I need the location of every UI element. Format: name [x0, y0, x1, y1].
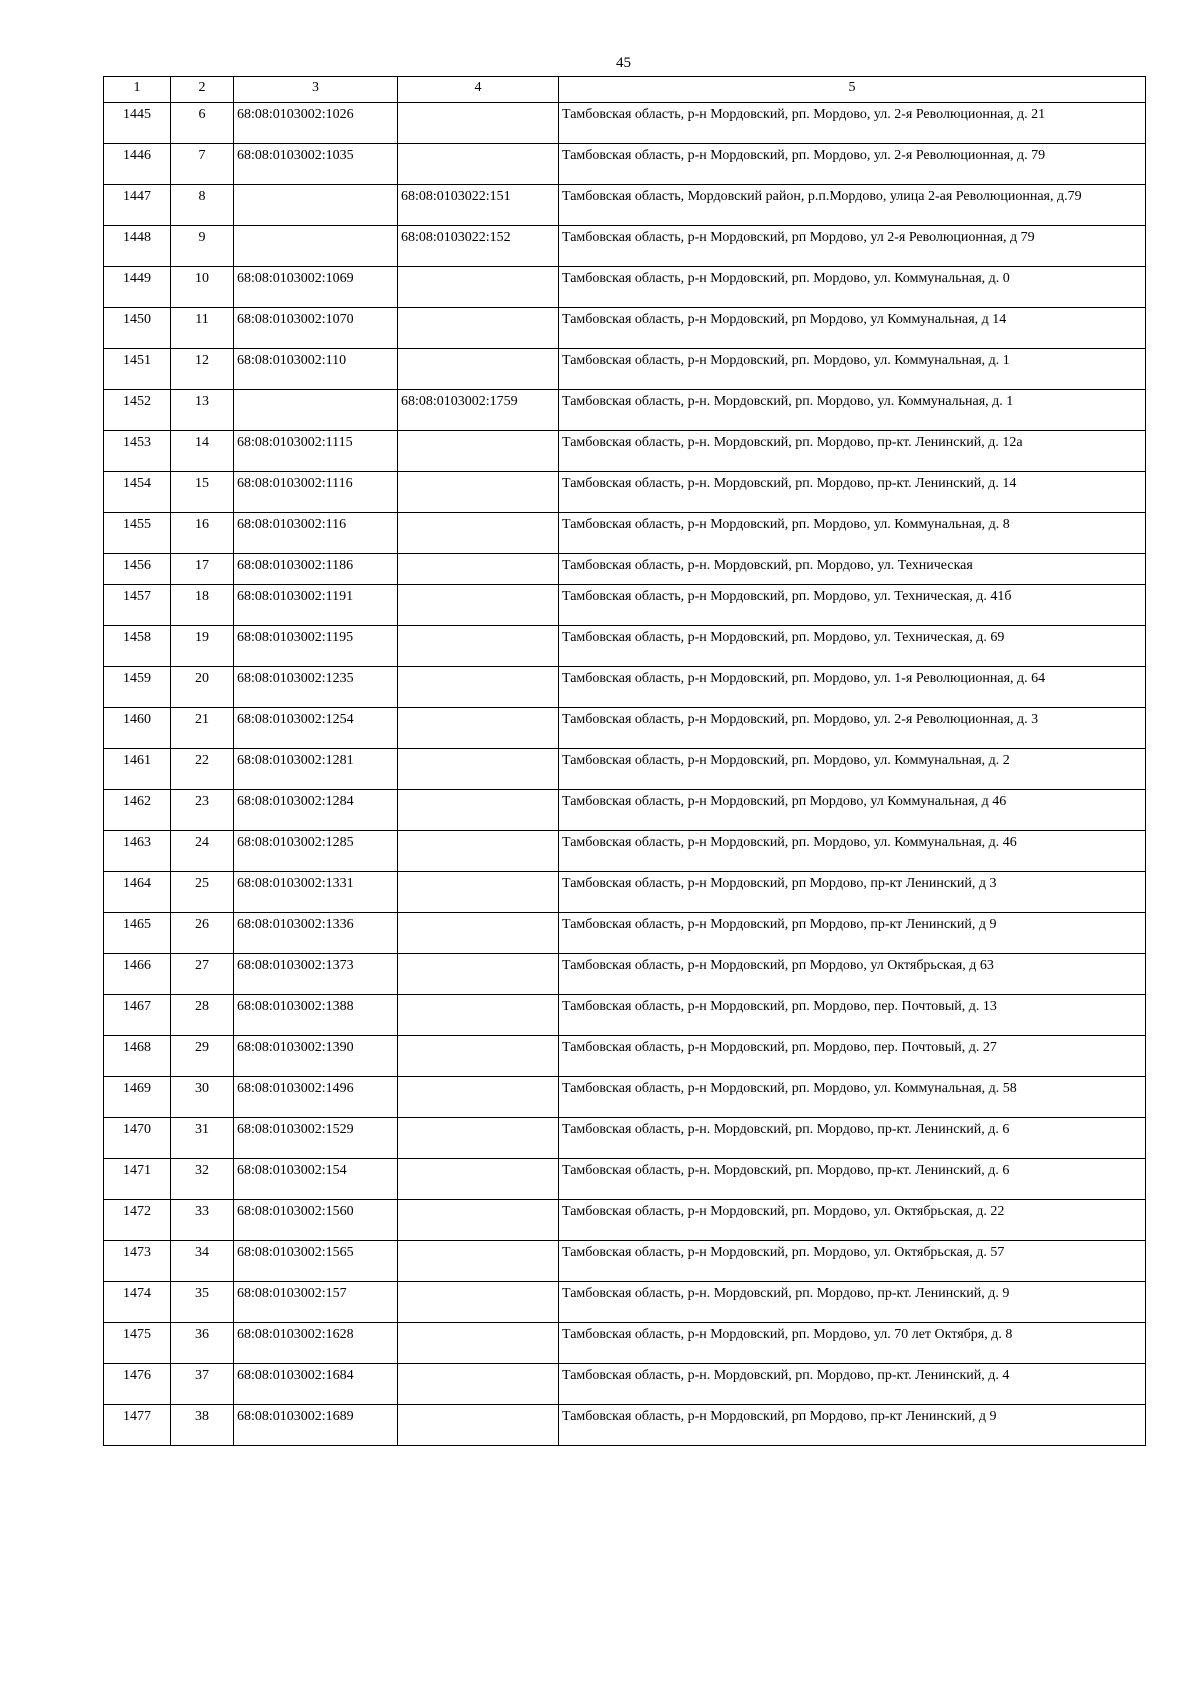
address-cell: Тамбовская область, р-н. Мордовский, рп. Мордово, ул. Коммунальная, д. 1: [559, 390, 1146, 431]
index-cell: 36: [171, 1323, 234, 1364]
address-cell: Тамбовская область, р-н Мордовский, рп. Мордово, пер. Почтовый, д. 27: [559, 1036, 1146, 1077]
column-header-3: 3: [234, 77, 398, 103]
cadastral-number-alt-cell: [398, 995, 559, 1036]
row-number-cell: 1445: [104, 103, 171, 144]
cadastral-number-cell: 68:08:0103002:1684: [234, 1364, 398, 1405]
address-cell: Тамбовская область, р-н Мордовский, рп. Мордово, пер. Почтовый, д. 13: [559, 995, 1146, 1036]
index-cell: 26: [171, 913, 234, 954]
address-cell: Тамбовская область, р-н Мордовский, рп. Мордово, ул. Техническая, д. 41б: [559, 585, 1146, 626]
cadastral-number-alt-cell: [398, 554, 559, 585]
table-row: [104, 872, 1146, 913]
cadastral-number-cell: 68:08:0103002:1026: [234, 103, 398, 144]
table-row: [104, 585, 1146, 626]
row-number-cell: 1463: [104, 831, 171, 872]
cadastral-number-alt-cell: [398, 749, 559, 790]
table-row: [104, 1282, 1146, 1323]
row-number-cell: 1447: [104, 185, 171, 226]
cadastral-number-cell: 68:08:0103002:1496: [234, 1077, 398, 1118]
table-row: [104, 1077, 1146, 1118]
index-cell: 25: [171, 872, 234, 913]
column-header-2: 2: [171, 77, 234, 103]
table-row: [104, 626, 1146, 667]
row-number-cell: 1461: [104, 749, 171, 790]
index-cell: 27: [171, 954, 234, 995]
cadastral-number-alt-cell: [398, 790, 559, 831]
cadastral-number-alt-cell: [398, 1200, 559, 1241]
table-row: [104, 431, 1146, 472]
index-cell: 20: [171, 667, 234, 708]
index-cell: 17: [171, 554, 234, 585]
address-cell: Тамбовская область, р-н Мордовский, рп. Мордово, ул. Коммунальная, д. 8: [559, 513, 1146, 554]
cadastral-number-alt-cell: [398, 308, 559, 349]
cadastral-number-alt-cell: [398, 144, 559, 185]
row-number-cell: 1475: [104, 1323, 171, 1364]
cadastral-number-alt-cell: [398, 1077, 559, 1118]
registry-table: [103, 76, 1146, 1446]
cadastral-number-cell: 68:08:0103002:116: [234, 513, 398, 554]
address-cell: Тамбовская область, р-н Мордовский, рп Мордово, ул Октябрьская, д 63: [559, 954, 1146, 995]
address-cell: Тамбовская область, р-н Мордовский, рп Мордово, пр-кт Ленинский, д 9: [559, 913, 1146, 954]
cadastral-number-alt-cell: [398, 954, 559, 995]
cadastral-number-cell: [234, 185, 398, 226]
index-cell: 14: [171, 431, 234, 472]
index-cell: 30: [171, 1077, 234, 1118]
cadastral-number-cell: 68:08:0103002:1628: [234, 1323, 398, 1364]
address-cell: Тамбовская область, р-н. Мордовский, рп. Мордово, пр-кт. Ленинский, д. 6: [559, 1159, 1146, 1200]
table-body: [104, 103, 1146, 1446]
cadastral-number-alt-cell: [398, 872, 559, 913]
cadastral-number-alt-cell: [398, 1364, 559, 1405]
index-cell: 24: [171, 831, 234, 872]
table-row: [104, 472, 1146, 513]
cadastral-number-cell: 68:08:0103002:110: [234, 349, 398, 390]
table-row: [104, 1241, 1146, 1282]
index-cell: 18: [171, 585, 234, 626]
row-number-cell: 1464: [104, 872, 171, 913]
table-row: [104, 103, 1146, 144]
address-cell: Тамбовская область, р-н. Мордовский, рп. Мордово, ул. Техническая: [559, 554, 1146, 585]
address-cell: Тамбовская область, р-н. Мордовский, рп. Мордово, пр-кт. Ленинский, д. 12а: [559, 431, 1146, 472]
address-cell: Тамбовская область, р-н Мордовский, рп. Мордово, ул. Коммунальная, д. 1: [559, 349, 1146, 390]
row-number-cell: 1454: [104, 472, 171, 513]
column-header-5: 5: [559, 77, 1146, 103]
address-cell: Тамбовская область, р-н Мордовский, рп. Мордово, ул. Коммунальная, д. 46: [559, 831, 1146, 872]
row-number-cell: 1473: [104, 1241, 171, 1282]
address-cell: Тамбовская область, р-н Мордовский, рп Мордово, пр-кт Ленинский, д 9: [559, 1405, 1146, 1446]
table-row: [104, 1405, 1146, 1446]
address-cell: Тамбовская область, р-н Мордовский, рп Мордово, ул Коммунальная, д 14: [559, 308, 1146, 349]
address-cell: Тамбовская область, р-н Мордовский, рп Мордово, пр-кт Ленинский, д 3: [559, 872, 1146, 913]
address-cell: Тамбовская область, р-н. Мордовский, рп. Мордово, пр-кт. Ленинский, д. 14: [559, 472, 1146, 513]
address-cell: Тамбовская область, р-н Мордовский, рп. Мордово, ул. Коммунальная, д. 0: [559, 267, 1146, 308]
cadastral-number-cell: 68:08:0103002:1560: [234, 1200, 398, 1241]
row-number-cell: 1468: [104, 1036, 171, 1077]
row-number-cell: 1448: [104, 226, 171, 267]
table-row: [104, 226, 1146, 267]
cadastral-number-alt-cell: [398, 913, 559, 954]
table-row: [104, 995, 1146, 1036]
cadastral-number-alt-cell: [398, 267, 559, 308]
cadastral-number-cell: 68:08:0103002:1529: [234, 1118, 398, 1159]
index-cell: 11: [171, 308, 234, 349]
address-cell: Тамбовская область, р-н Мордовский, рп. Мордово, ул. Коммунальная, д. 58: [559, 1077, 1146, 1118]
index-cell: 21: [171, 708, 234, 749]
cadastral-number-alt-cell: [398, 831, 559, 872]
address-cell: Тамбовская область, р-н Мордовский, рп. Мордово, ул. Техническая, д. 69: [559, 626, 1146, 667]
table-row: [104, 267, 1146, 308]
row-number-cell: 1451: [104, 349, 171, 390]
cadastral-number-alt-cell: [398, 513, 559, 554]
row-number-cell: 1470: [104, 1118, 171, 1159]
cadastral-number-cell: 68:08:0103002:1331: [234, 872, 398, 913]
row-number-cell: 1458: [104, 626, 171, 667]
index-cell: 16: [171, 513, 234, 554]
index-cell: 28: [171, 995, 234, 1036]
index-cell: 7: [171, 144, 234, 185]
address-cell: Тамбовская область, р-н. Мордовский, рп. Мордово, пр-кт. Ленинский, д. 6: [559, 1118, 1146, 1159]
cadastral-number-cell: 68:08:0103002:1115: [234, 431, 398, 472]
row-number-cell: 1467: [104, 995, 171, 1036]
address-cell: Тамбовская область, р-н Мордовский, рп Мордово, ул Коммунальная, д 46: [559, 790, 1146, 831]
row-number-cell: 1453: [104, 431, 171, 472]
table-row: [104, 554, 1146, 585]
cadastral-number-cell: 68:08:0103002:1281: [234, 749, 398, 790]
row-number-cell: 1457: [104, 585, 171, 626]
column-header-1: 1: [104, 77, 171, 103]
table-row: [104, 144, 1146, 185]
index-cell: 8: [171, 185, 234, 226]
table-row: [104, 831, 1146, 872]
cadastral-number-alt-cell: [398, 349, 559, 390]
cadastral-number-alt-cell: [398, 1405, 559, 1446]
table-row: [104, 349, 1146, 390]
index-cell: 6: [171, 103, 234, 144]
address-cell: Тамбовская область, Мордовский район, р.п.Мордово, улица 2-ая Революционная, д.79: [559, 185, 1146, 226]
cadastral-number-cell: 68:08:0103002:1186: [234, 554, 398, 585]
row-number-cell: 1456: [104, 554, 171, 585]
cadastral-number-alt-cell: 68:08:0103022:151: [398, 185, 559, 226]
cadastral-number-cell: 68:08:0103002:154: [234, 1159, 398, 1200]
index-cell: 22: [171, 749, 234, 790]
index-cell: 34: [171, 1241, 234, 1282]
cadastral-number-cell: 68:08:0103002:1070: [234, 308, 398, 349]
table-row: [104, 749, 1146, 790]
cadastral-number-alt-cell: [398, 1118, 559, 1159]
cadastral-number-cell: 68:08:0103002:1373: [234, 954, 398, 995]
row-number-cell: 1477: [104, 1405, 171, 1446]
cadastral-number-alt-cell: [398, 708, 559, 749]
address-cell: Тамбовская область, р-н Мордовский, рп. Мордово, ул. Октябрьская, д. 57: [559, 1241, 1146, 1282]
cadastral-number-cell: [234, 226, 398, 267]
index-cell: 29: [171, 1036, 234, 1077]
address-cell: Тамбовская область, р-н Мордовский, рп Мордово, ул 2-я Революционная, д 79: [559, 226, 1146, 267]
table-row: [104, 708, 1146, 749]
row-number-cell: 1466: [104, 954, 171, 995]
row-number-cell: 1460: [104, 708, 171, 749]
address-cell: Тамбовская область, р-н. Мордовский, рп. Мордово, пр-кт. Ленинский, д. 4: [559, 1364, 1146, 1405]
cadastral-number-alt-cell: [398, 103, 559, 144]
cadastral-number-cell: 68:08:0103002:1035: [234, 144, 398, 185]
table-row: [104, 1323, 1146, 1364]
column-header-4: 4: [398, 77, 559, 103]
index-cell: 23: [171, 790, 234, 831]
cadastral-number-cell: 68:08:0103002:1390: [234, 1036, 398, 1077]
table-row: [104, 913, 1146, 954]
header-row: [104, 77, 1146, 103]
row-number-cell: 1462: [104, 790, 171, 831]
row-number-cell: 1446: [104, 144, 171, 185]
cadastral-number-cell: 68:08:0103002:1336: [234, 913, 398, 954]
index-cell: 10: [171, 267, 234, 308]
row-number-cell: 1449: [104, 267, 171, 308]
page-number: 45: [616, 55, 631, 71]
table-row: [104, 1118, 1146, 1159]
table-row: [104, 790, 1146, 831]
index-cell: 19: [171, 626, 234, 667]
address-cell: Тамбовская область, р-н Мордовский, рп. Мордово, ул. Октябрьская, д. 22: [559, 1200, 1146, 1241]
index-cell: 15: [171, 472, 234, 513]
cadastral-number-alt-cell: [398, 431, 559, 472]
row-number-cell: 1465: [104, 913, 171, 954]
cadastral-number-cell: 68:08:0103002:1285: [234, 831, 398, 872]
cadastral-number-cell: 68:08:0103002:1689: [234, 1405, 398, 1446]
cadastral-number-cell: 68:08:0103002:1388: [234, 995, 398, 1036]
cadastral-number-alt-cell: 68:08:0103002:1759: [398, 390, 559, 431]
table-row: [104, 185, 1146, 226]
index-cell: 9: [171, 226, 234, 267]
cadastral-number-cell: 68:08:0103002:1116: [234, 472, 398, 513]
cadastral-number-alt-cell: [398, 1159, 559, 1200]
cadastral-number-cell: 68:08:0103002:1195: [234, 626, 398, 667]
address-cell: Тамбовская область, р-н Мордовский, рп. Мордово, ул. 2-я Революционная, д. 3: [559, 708, 1146, 749]
cadastral-number-cell: 68:08:0103002:1191: [234, 585, 398, 626]
cadastral-number-alt-cell: [398, 626, 559, 667]
cadastral-number-alt-cell: [398, 1323, 559, 1364]
cadastral-number-alt-cell: [398, 1282, 559, 1323]
index-cell: 38: [171, 1405, 234, 1446]
cadastral-number-alt-cell: [398, 1036, 559, 1077]
cadastral-number-cell: 68:08:0103002:1235: [234, 667, 398, 708]
table-row: [104, 308, 1146, 349]
index-cell: 13: [171, 390, 234, 431]
row-number-cell: 1476: [104, 1364, 171, 1405]
address-cell: Тамбовская область, р-н Мордовский, рп. Мордово, ул. Коммунальная, д. 2: [559, 749, 1146, 790]
cadastral-number-cell: 68:08:0103002:157: [234, 1282, 398, 1323]
table-header: [104, 77, 1146, 103]
cadastral-number-alt-cell: [398, 1241, 559, 1282]
table-row: [104, 1159, 1146, 1200]
cadastral-number-cell: 68:08:0103002:1565: [234, 1241, 398, 1282]
table-row: [104, 513, 1146, 554]
table-row: [104, 1364, 1146, 1405]
cadastral-number-alt-cell: [398, 585, 559, 626]
row-number-cell: 1471: [104, 1159, 171, 1200]
table-row: [104, 1200, 1146, 1241]
row-number-cell: 1474: [104, 1282, 171, 1323]
address-cell: Тамбовская область, р-н Мордовский, рп. Мордово, ул. 2-я Революционная, д. 21: [559, 103, 1146, 144]
table-row: [104, 667, 1146, 708]
cadastral-number-cell: [234, 390, 398, 431]
index-cell: 31: [171, 1118, 234, 1159]
table-row: [104, 954, 1146, 995]
cadastral-number-cell: 68:08:0103002:1254: [234, 708, 398, 749]
row-number-cell: 1472: [104, 1200, 171, 1241]
row-number-cell: 1469: [104, 1077, 171, 1118]
row-number-cell: 1452: [104, 390, 171, 431]
table-row: [104, 390, 1146, 431]
row-number-cell: 1459: [104, 667, 171, 708]
cadastral-number-alt-cell: 68:08:0103022:152: [398, 226, 559, 267]
row-number-cell: 1450: [104, 308, 171, 349]
cadastral-number-alt-cell: [398, 667, 559, 708]
cadastral-number-cell: 68:08:0103002:1069: [234, 267, 398, 308]
index-cell: 37: [171, 1364, 234, 1405]
address-cell: Тамбовская область, р-н Мордовский, рп. Мордово, ул. 2-я Революционная, д. 79: [559, 144, 1146, 185]
address-cell: Тамбовская область, р-н. Мордовский, рп. Мордово, пр-кт. Ленинский, д. 9: [559, 1282, 1146, 1323]
row-number-cell: 1455: [104, 513, 171, 554]
address-cell: Тамбовская область, р-н Мордовский, рп. Мордово, ул. 1-я Революционная, д. 64: [559, 667, 1146, 708]
table-row: [104, 1036, 1146, 1077]
cadastral-number-alt-cell: [398, 472, 559, 513]
index-cell: 12: [171, 349, 234, 390]
address-cell: Тамбовская область, р-н Мордовский, рп. Мордово, ул. 70 лет Октября, д. 8: [559, 1323, 1146, 1364]
index-cell: 33: [171, 1200, 234, 1241]
cadastral-number-cell: 68:08:0103002:1284: [234, 790, 398, 831]
index-cell: 35: [171, 1282, 234, 1323]
index-cell: 32: [171, 1159, 234, 1200]
